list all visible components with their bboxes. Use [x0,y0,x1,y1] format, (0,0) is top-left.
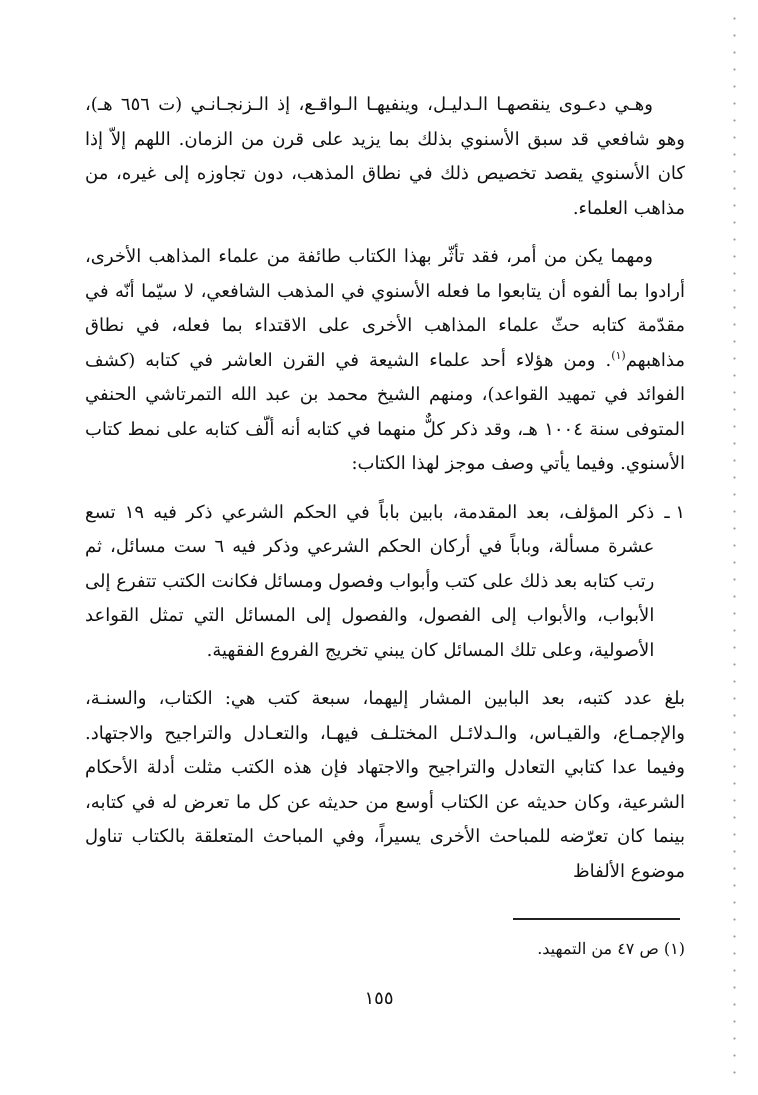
page-number: ١٥٥ [364,988,394,1009]
numbered-item-1 [85,496,685,683]
paragraph-3: بلغ عدد كتبه، بعد البابين المشار إليهما، سبعة كتب هي: الكتاب، والسنـة، والإجمـاع، والقيـاس، والـدلائـل المختلـف فيهـا، والتعـادل والتراجيح والاجتهاد. وفيما عدا كتابي التعادل والتراجيح والاجتهاد فإن هذه الكتب مثلت أدلة الأحكام الشرعية، وكان حديثه عن الكتاب أوسع من حديثه عن كل ما تعرض له في كتابه، بينما كان تعرّضه للمباحث الأخرى يسيراً، وفي المباحث المتعلقة بالكتاب تناول موضوع الألفاظ [85,688,685,882]
paragraph-2 [85,240,685,482]
footnote: (١) ص ٤٧ من التمهيد. [537,939,685,958]
dotted-margin-line [733,10,736,1085]
body-text [85,88,685,903]
footnote-separator [513,918,680,920]
paragraph-2-part-2: . ومن هؤلاء أحد علماء الشيعة في القرن العاشر في كتابه (كشف الفوائد في تمهيد القواعد)، ومنهم الشيخ محمد بن عبد الله التمرتاشي الحنفي المتوفى سنة ١٠٠٤ هـ، وقد ذكر كلٌّ منهما في كتابه أنه ألّف كتابه على نمط كتاب الأسنوي. وفيما يأتي وصف موجز لهذا الكتاب: [85,349,685,474]
footnote-reference: (١) [611,348,626,362]
item-text: ذكر المؤلف، بعد المقدمة، بابين باباً في الحكم الشرعي ذكر فيه ١٩ تسع عشرة مسألة، وباباً في أركان الحكم الشرعي وذكر فيه ٦ ست مسائل، ثم رتب كتابه بعد ذلك على كتب وأبواب وفصول ومسائل فكانت الكتب تتفرع إلى الأبواب، والأبواب إلى الفصول، والفصول إلى المسائل التي تمثل القواعد الأصولية، وعلى تلك المسائل كان يبني تخريج الفروع الفقهية. [85,501,655,661]
paragraph-2-part-1: ومهما يكن من أمر، فقد تأثّر بهذا الكتاب طائفة من علماء المذاهب الأخرى، أرادوا بما ألفوه أن يتابعوا ما فعله الأسنوي في المذهب الشافعي، لا سيّما أنّه في مقدّمة كتابه حثّ علماء المذاهب الأخرى على الاقتداء بما فعله، في نطاق مذاهبهم [85,246,685,371]
paragraph-1: وهـي دعـوى ينقصهـا الـدليـل، وينفيهـا الـواقـع، إذ الـزنجـانـي (ت ٦٥٦ هـ)، وهو شافعي قد سبق الأسنوي بذلك بما يزيد على قرن من الزمان. اللهم إلاّ إذا كان الأسنوي يقصد تخصيص ذلك في نطاق المذهب، دون تجاوزه إلى غيره، من مذاهب العلماء. [85,94,685,219]
item-number: ١ ـ [664,501,685,523]
